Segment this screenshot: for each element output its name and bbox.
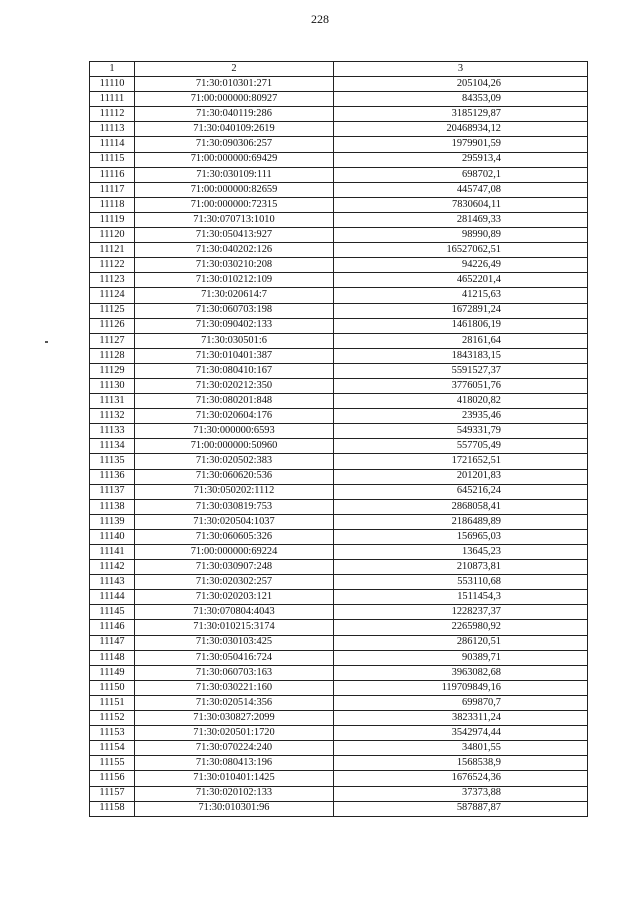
cadastral-value-cell: 418020,82 — [334, 394, 588, 409]
cadastral-value-cell: 13645,23 — [334, 545, 588, 560]
cadastral-number-cell: 71:30:020502:383 — [135, 454, 334, 469]
cadastral-number-cell: 71:30:050416:724 — [135, 650, 334, 665]
row-number-cell: 11151 — [90, 695, 135, 710]
row-number-cell: 11158 — [90, 801, 135, 816]
row-number-cell: 11125 — [90, 303, 135, 318]
cadastral-value-cell: 3776051,76 — [334, 378, 588, 393]
cadastral-number-cell: 71:30:020102:133 — [135, 786, 334, 801]
row-number-cell: 11141 — [90, 545, 135, 560]
cadastral-number-cell: 71:30:060703:198 — [135, 303, 334, 318]
row-number-cell: 11143 — [90, 575, 135, 590]
table-row — [90, 258, 588, 273]
row-number-cell: 11128 — [90, 348, 135, 363]
cadastral-value-cell: 16527062,51 — [334, 243, 588, 258]
row-number-cell: 11132 — [90, 409, 135, 424]
row-number-cell: 11111 — [90, 92, 135, 107]
cadastral-number-cell: 71:30:020203:121 — [135, 590, 334, 605]
cadastral-value-cell: 645216,24 — [334, 484, 588, 499]
row-number-cell: 11155 — [90, 756, 135, 771]
table-row — [90, 167, 588, 182]
cadastral-value-cell: 3963082,68 — [334, 665, 588, 680]
cadastral-value-cell: 1461806,19 — [334, 318, 588, 333]
row-number-cell: 11114 — [90, 137, 135, 152]
cadastral-value-cell: 23935,46 — [334, 409, 588, 424]
table-row — [90, 514, 588, 529]
table-row — [90, 575, 588, 590]
row-number-cell: 11144 — [90, 590, 135, 605]
cadastral-value-cell: 549331,79 — [334, 424, 588, 439]
cadastral-number-cell: 71:30:010212:109 — [135, 273, 334, 288]
cadastral-value-cell: 1676524,36 — [334, 771, 588, 786]
row-number-cell: 11152 — [90, 711, 135, 726]
table-row — [90, 243, 588, 258]
table-row — [90, 529, 588, 544]
cadastral-value-cell: 1568538,9 — [334, 756, 588, 771]
cadastral-number-cell: 71:00:000000:69224 — [135, 545, 334, 560]
table-row — [90, 635, 588, 650]
table-row — [90, 711, 588, 726]
row-number-cell: 11113 — [90, 122, 135, 137]
table-row — [90, 394, 588, 409]
table-row — [90, 590, 588, 605]
cadastral-value-cell: 98990,89 — [334, 228, 588, 243]
cadastral-number-cell: 71:30:050413:927 — [135, 228, 334, 243]
row-number-cell: 11135 — [90, 454, 135, 469]
cadastral-number-cell: 71:30:070804:4043 — [135, 605, 334, 620]
cadastral-value-cell: 699870,7 — [334, 695, 588, 710]
cadastral-value-cell: 201201,83 — [334, 469, 588, 484]
table-row — [90, 469, 588, 484]
cadastral-number-cell: 71:00:000000:69429 — [135, 152, 334, 167]
row-number-cell: 11134 — [90, 439, 135, 454]
cadastral-value-cell: 698702,1 — [334, 167, 588, 182]
row-number-cell: 11121 — [90, 243, 135, 258]
table-row — [90, 771, 588, 786]
row-number-cell: 11150 — [90, 680, 135, 695]
table-row — [90, 92, 588, 107]
cadastral-number-cell: 71:30:010401:1425 — [135, 771, 334, 786]
row-number-cell: 11149 — [90, 665, 135, 680]
cadastral-number-cell: 71:30:040109:2619 — [135, 122, 334, 137]
cadastral-number-cell: 71:30:030819:753 — [135, 499, 334, 514]
cadastral-number-cell: 71:30:000000:6593 — [135, 424, 334, 439]
cadastral-value-cell: 3542974,44 — [334, 726, 588, 741]
cadastral-number-cell: 71:30:070224:240 — [135, 741, 334, 756]
cadastral-number-cell: 71:30:060620:536 — [135, 469, 334, 484]
cadastral-value-cell: 587887,87 — [334, 801, 588, 816]
cadastral-number-cell: 71:30:050202:1112 — [135, 484, 334, 499]
table-row — [90, 439, 588, 454]
table-row — [90, 726, 588, 741]
cadastral-value-cell: 1511454,3 — [334, 590, 588, 605]
table-row — [90, 741, 588, 756]
cadastral-number-cell: 71:30:060703:163 — [135, 665, 334, 680]
cadastral-value-cell: 94226,49 — [334, 258, 588, 273]
cadastral-number-cell: 71:30:070713:1010 — [135, 212, 334, 227]
row-number-cell: 11120 — [90, 228, 135, 243]
cadastral-number-cell: 71:30:080201:848 — [135, 394, 334, 409]
row-number-cell: 11116 — [90, 167, 135, 182]
cadastral-number-cell: 71:30:090306:257 — [135, 137, 334, 152]
table-row — [90, 545, 588, 560]
row-number-cell: 11140 — [90, 529, 135, 544]
table-row — [90, 695, 588, 710]
row-number-cell: 11136 — [90, 469, 135, 484]
row-number-cell: 11129 — [90, 363, 135, 378]
cadastral-value-cell: 281469,33 — [334, 212, 588, 227]
cadastral-value-cell: 119709849,16 — [334, 680, 588, 695]
table-row — [90, 333, 588, 348]
table-row — [90, 318, 588, 333]
table-row — [90, 182, 588, 197]
row-number-cell: 11153 — [90, 726, 135, 741]
cadastral-value-cell: 37373,88 — [334, 786, 588, 801]
cadastral-number-cell: 71:30:030221:160 — [135, 680, 334, 695]
row-number-cell: 11157 — [90, 786, 135, 801]
cadastral-number-cell: 71:30:010301:271 — [135, 77, 334, 92]
cadastral-value-cell: 1843183,15 — [334, 348, 588, 363]
row-number-cell: 11118 — [90, 197, 135, 212]
cadastral-number-cell: 71:30:030907:248 — [135, 560, 334, 575]
table-row — [90, 137, 588, 152]
row-number-cell: 11137 — [90, 484, 135, 499]
row-number-cell: 11126 — [90, 318, 135, 333]
cadastral-value-cell: 156965,03 — [334, 529, 588, 544]
table-row — [90, 348, 588, 363]
cadastral-number-cell: 71:30:030103:425 — [135, 635, 334, 650]
cadastral-value-cell: 90389,71 — [334, 650, 588, 665]
cadastral-value-cell: 20468934,12 — [334, 122, 588, 137]
cadastral-number-cell: 71:30:030210:208 — [135, 258, 334, 273]
table-row — [90, 288, 588, 303]
cadastral-value-cell: 2868058,41 — [334, 499, 588, 514]
cadastral-value-cell: 1979901,59 — [334, 137, 588, 152]
cadastral-number-cell: 71:30:030501:6 — [135, 333, 334, 348]
cadastral-number-cell: 71:30:020614:7 — [135, 288, 334, 303]
cadastral-value-cell: 5591527,37 — [334, 363, 588, 378]
table-row — [90, 756, 588, 771]
cadastral-value-cell: 34801,55 — [334, 741, 588, 756]
cadastral-number-cell: 71:30:030109:111 — [135, 167, 334, 182]
page-number: 228 — [311, 12, 329, 26]
table-row — [90, 197, 588, 212]
table-row — [90, 363, 588, 378]
cadastral-value-cell: 7830604,11 — [334, 197, 588, 212]
table-row — [90, 484, 588, 499]
cadastral-number-cell: 71:30:010215:3174 — [135, 620, 334, 635]
cadastral-value-cell: 205104,26 — [334, 77, 588, 92]
table-row — [90, 499, 588, 514]
table-row — [90, 801, 588, 816]
cadastral-number-cell: 71:30:060605:326 — [135, 529, 334, 544]
cadastral-value-cell: 295913,4 — [334, 152, 588, 167]
table-row — [90, 152, 588, 167]
row-number-cell: 11122 — [90, 258, 135, 273]
row-number-cell: 11146 — [90, 620, 135, 635]
cadastral-number-cell: 71:30:020504:1037 — [135, 514, 334, 529]
table-row — [90, 650, 588, 665]
row-number-cell: 11127 — [90, 333, 135, 348]
cadastral-number-cell: 71:30:010401:387 — [135, 348, 334, 363]
table-row — [90, 107, 588, 122]
cadastral-number-cell: 71:30:020212:350 — [135, 378, 334, 393]
row-number-cell: 11133 — [90, 424, 135, 439]
row-number-cell: 11138 — [90, 499, 135, 514]
cadastral-value-cell: 2186489,89 — [334, 514, 588, 529]
table-row — [90, 273, 588, 288]
cadastral-number-cell: 71:00:000000:72315 — [135, 197, 334, 212]
table-row — [90, 665, 588, 680]
row-number-cell: 11119 — [90, 212, 135, 227]
row-number-cell: 11131 — [90, 394, 135, 409]
cadastral-number-cell: 71:00:000000:50960 — [135, 439, 334, 454]
row-number-cell: 11115 — [90, 152, 135, 167]
cadastral-value-cell: 553110,68 — [334, 575, 588, 590]
table-row — [90, 560, 588, 575]
cadastral-number-cell: 71:30:020501:1720 — [135, 726, 334, 741]
scan-speck — [45, 341, 48, 343]
table-row — [90, 620, 588, 635]
cadastral-number-cell: 71:30:010301:96 — [135, 801, 334, 816]
table-row — [90, 212, 588, 227]
column-header-2: 2 — [135, 62, 334, 77]
row-number-cell: 11112 — [90, 107, 135, 122]
cadastral-number-cell: 71:30:020302:257 — [135, 575, 334, 590]
table-header-row — [90, 62, 588, 77]
cadastral-value-cell: 4652201,4 — [334, 273, 588, 288]
cadastral-number-cell: 71:30:030827:2099 — [135, 711, 334, 726]
cadastral-value-cell: 3823311,24 — [334, 711, 588, 726]
cadastral-value-cell: 557705,49 — [334, 439, 588, 454]
table-row — [90, 680, 588, 695]
cadastral-number-cell: 71:30:080410:167 — [135, 363, 334, 378]
cadastral-number-cell: 71:30:040119:286 — [135, 107, 334, 122]
table-row — [90, 605, 588, 620]
column-header-1: 1 — [90, 62, 135, 77]
table-row — [90, 122, 588, 137]
cadastral-number-cell: 71:00:000000:82659 — [135, 182, 334, 197]
cadastral-number-cell: 71:30:080413:196 — [135, 756, 334, 771]
table-row — [90, 378, 588, 393]
row-number-cell: 11148 — [90, 650, 135, 665]
cadastral-value-cell: 2265980,92 — [334, 620, 588, 635]
table-row — [90, 786, 588, 801]
row-number-cell: 11142 — [90, 560, 135, 575]
cadastral-value-cell: 3185129,87 — [334, 107, 588, 122]
row-number-cell: 11124 — [90, 288, 135, 303]
column-header-3: 3 — [334, 62, 588, 77]
row-number-cell: 11145 — [90, 605, 135, 620]
cadastral-value-table — [89, 61, 588, 817]
cadastral-value-cell: 286120,51 — [334, 635, 588, 650]
cadastral-number-cell: 71:30:040202:126 — [135, 243, 334, 258]
cadastral-number-cell: 71:00:000000:80927 — [135, 92, 334, 107]
table-body — [90, 62, 588, 817]
cadastral-value-cell: 28161,64 — [334, 333, 588, 348]
row-number-cell: 11130 — [90, 378, 135, 393]
row-number-cell: 11154 — [90, 741, 135, 756]
cadastral-number-cell: 71:30:020604:176 — [135, 409, 334, 424]
table-row — [90, 228, 588, 243]
cadastral-value-cell: 445747,08 — [334, 182, 588, 197]
row-number-cell: 11123 — [90, 273, 135, 288]
row-number-cell: 11117 — [90, 182, 135, 197]
cadastral-value-cell: 1721652,51 — [334, 454, 588, 469]
cadastral-value-cell: 210873,81 — [334, 560, 588, 575]
row-number-cell: 11156 — [90, 771, 135, 786]
row-number-cell: 11147 — [90, 635, 135, 650]
cadastral-value-cell: 1228237,37 — [334, 605, 588, 620]
cadastral-value-cell: 41215,63 — [334, 288, 588, 303]
row-number-cell: 11139 — [90, 514, 135, 529]
cadastral-value-cell: 84353,09 — [334, 92, 588, 107]
table-row — [90, 409, 588, 424]
cadastral-number-cell: 71:30:090402:133 — [135, 318, 334, 333]
cadastral-number-cell: 71:30:020514:356 — [135, 695, 334, 710]
table-row — [90, 303, 588, 318]
table-row — [90, 424, 588, 439]
row-number-cell: 11110 — [90, 77, 135, 92]
table-row — [90, 454, 588, 469]
cadastral-value-cell: 1672891,24 — [334, 303, 588, 318]
table-row — [90, 77, 588, 92]
